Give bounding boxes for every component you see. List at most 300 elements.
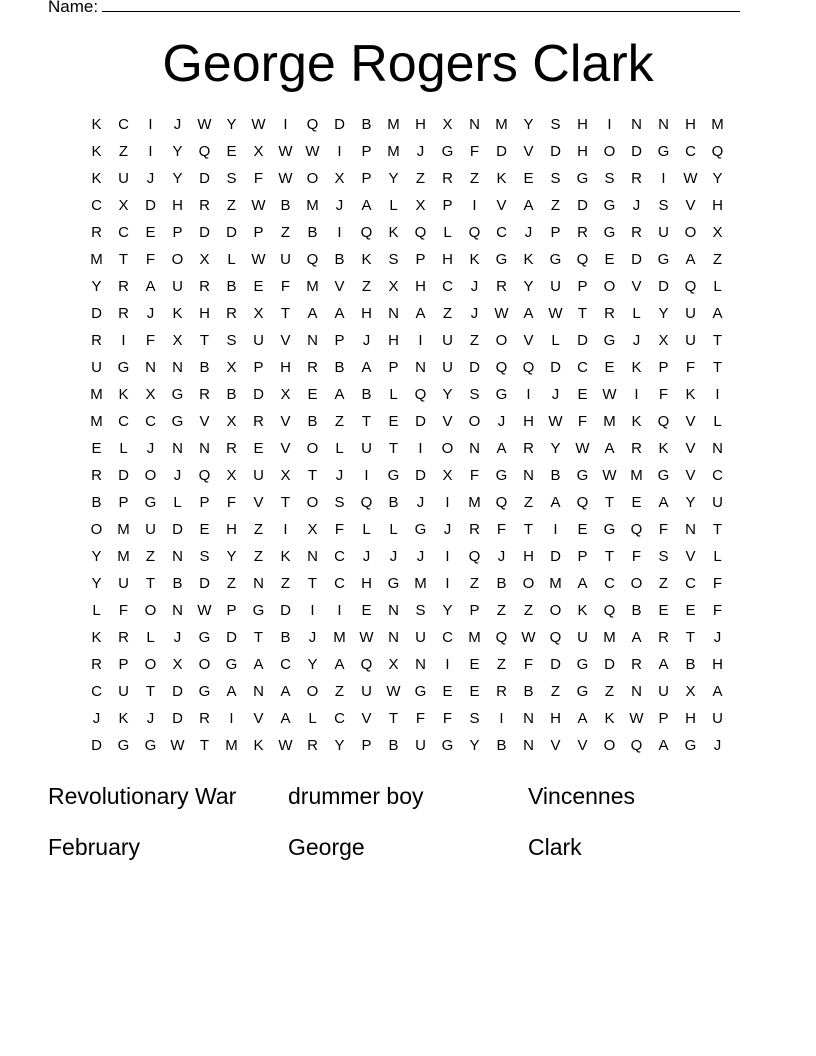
grid-letter: W <box>278 737 293 754</box>
grid-letter: K <box>91 170 102 187</box>
grid-letter: E <box>199 521 210 538</box>
grid-letter: M <box>306 278 319 295</box>
grid-letter: E <box>523 170 534 187</box>
grid-letter: Q <box>630 737 643 754</box>
grid-letter: G <box>171 386 184 403</box>
grid-letter: B <box>334 359 345 376</box>
grid-letter: U <box>361 440 372 457</box>
grid-letter: X <box>226 413 237 430</box>
grid-letter: Y <box>172 143 183 160</box>
grid-letter: E <box>469 656 480 673</box>
grid-letter: Y <box>469 737 480 754</box>
grid-letter: V <box>577 737 588 754</box>
grid-letter: D <box>253 386 264 403</box>
grid-letter: A <box>226 683 237 700</box>
grid-letter: X <box>388 278 399 295</box>
grid-letter: M <box>306 197 319 214</box>
grid-letter: B <box>307 224 318 241</box>
grid-letter: T <box>118 251 129 268</box>
grid-letter: J <box>497 413 506 430</box>
grid-letter: M <box>468 629 481 646</box>
grid-letter: R <box>307 359 318 376</box>
grid-letter: T <box>712 521 723 538</box>
grid-letter: I <box>418 440 423 457</box>
grid-letter: W <box>548 305 563 322</box>
grid-letter: F <box>658 521 669 538</box>
grid-letter: O <box>144 467 157 484</box>
grid-letter: D <box>172 710 183 727</box>
grid-letter: A <box>604 440 615 457</box>
grid-letter: F <box>712 602 723 619</box>
grid-letter: D <box>415 467 426 484</box>
name-field <box>48 0 740 17</box>
grid-letter: X <box>415 197 426 214</box>
grid-letter: C <box>334 575 345 592</box>
grid-letter: U <box>145 521 156 538</box>
grid-letter: F <box>415 710 426 727</box>
grid-letter: N <box>415 359 426 376</box>
grid-letter: A <box>334 656 345 673</box>
grid-letter: Y <box>712 170 723 187</box>
grid-letter: G <box>549 251 562 268</box>
grid-letter: L <box>173 494 182 511</box>
grid-letter: S <box>469 710 480 727</box>
grid-letter: V <box>361 710 372 727</box>
grid-letter: C <box>604 575 615 592</box>
grid-letter: A <box>253 656 264 673</box>
grid-letter: S <box>658 548 669 565</box>
grid-letter: P <box>118 656 129 673</box>
grid-letter: Y <box>226 548 237 565</box>
grid-letter: R <box>523 440 534 457</box>
grid-letter: E <box>658 602 669 619</box>
grid-letter: Y <box>685 494 696 511</box>
grid-letter: T <box>685 629 696 646</box>
grid-letter: R <box>91 467 102 484</box>
grid-letter: D <box>577 332 588 349</box>
grid-letter: T <box>361 413 372 430</box>
grid-letter: L <box>146 629 155 646</box>
grid-letter: P <box>577 548 588 565</box>
grid-letter: N <box>172 548 183 565</box>
grid-letter: W <box>602 386 617 403</box>
grid-letter: R <box>469 521 480 538</box>
grid-letter: X <box>280 467 291 484</box>
grid-letter: F <box>253 170 264 187</box>
grid-letter: V <box>685 197 696 214</box>
grid-letter: Q <box>630 521 643 538</box>
grid-letter: W <box>251 251 266 268</box>
grid-letter: U <box>91 359 102 376</box>
page-title: George Rogers Clark <box>162 35 654 93</box>
grid-letter: G <box>684 737 697 754</box>
grid-letter: A <box>550 494 561 511</box>
grid-letter: Z <box>280 224 291 241</box>
grid-letter: R <box>307 737 318 754</box>
grid-letter: V <box>685 413 696 430</box>
grid-letter: F <box>523 656 534 673</box>
grid-letter: H <box>442 251 453 268</box>
grid-letter: D <box>550 548 561 565</box>
grid-letter: P <box>361 737 372 754</box>
grid-letter: O <box>495 332 508 349</box>
grid-letter: C <box>712 467 723 484</box>
grid-letter: R <box>199 278 210 295</box>
grid-letter: G <box>198 683 211 700</box>
grid-letter: C <box>91 683 102 700</box>
word-bank-item: Clark <box>528 834 582 860</box>
grid-letter: Q <box>711 143 724 160</box>
grid-letter: P <box>361 143 372 160</box>
grid-letter: D <box>334 116 345 133</box>
grid-letter: D <box>145 197 156 214</box>
grid-letter: Y <box>91 548 102 565</box>
grid-letter: J <box>443 521 452 538</box>
grid-letter: A <box>415 305 426 322</box>
grid-letter: X <box>172 332 183 349</box>
grid-letter: V <box>280 413 291 430</box>
grid-letter: K <box>469 251 480 268</box>
grid-letter: I <box>661 170 666 187</box>
grid-letter: K <box>388 224 399 241</box>
grid-letter: R <box>118 629 129 646</box>
grid-letter: J <box>470 305 479 322</box>
grid-letter: H <box>712 197 723 214</box>
grid-letter: N <box>199 440 210 457</box>
grid-letter: Q <box>603 602 616 619</box>
grid-letter: E <box>577 386 588 403</box>
grid-letter: H <box>685 710 696 727</box>
grid-letter: C <box>118 413 129 430</box>
grid-letter: L <box>389 386 398 403</box>
grid-letter: D <box>172 683 183 700</box>
grid-letter: Q <box>414 224 427 241</box>
grid-letter: G <box>144 737 157 754</box>
grid-letter: F <box>145 251 156 268</box>
grid-letter: K <box>577 602 588 619</box>
grid-letter: J <box>416 143 425 160</box>
grid-letter: S <box>415 602 426 619</box>
grid-letter: Z <box>226 197 237 214</box>
grid-letter: A <box>631 629 642 646</box>
grid-letter: G <box>198 629 211 646</box>
grid-letter: L <box>227 251 236 268</box>
grid-letter: Q <box>576 251 589 268</box>
grid-letter: H <box>172 197 183 214</box>
grid-letter: K <box>604 710 615 727</box>
grid-letter: P <box>334 332 345 349</box>
grid-letter: H <box>361 305 372 322</box>
grid-letter: Z <box>469 332 480 349</box>
grid-letter: A <box>334 305 345 322</box>
grid-letter: U <box>712 710 723 727</box>
grid-letter: C <box>334 710 345 727</box>
grid-letter: M <box>90 386 103 403</box>
grid-letter: P <box>388 359 399 376</box>
grid-letter: N <box>469 440 480 457</box>
grid-letter: O <box>441 440 454 457</box>
grid-letter: V <box>523 332 534 349</box>
grid-letter: K <box>631 359 642 376</box>
grid-letter: E <box>253 440 264 457</box>
grid-letter: Q <box>576 494 589 511</box>
grid-letter: M <box>495 116 508 133</box>
grid-letter: J <box>389 548 398 565</box>
grid-letter: A <box>577 710 588 727</box>
grid-letter: G <box>414 683 427 700</box>
grid-letter: Z <box>253 548 264 565</box>
grid-letter: D <box>604 656 615 673</box>
grid-letter: U <box>118 575 129 592</box>
grid-letter: M <box>414 575 427 592</box>
grid-letter: M <box>225 737 238 754</box>
grid-letter: S <box>658 197 669 214</box>
grid-letter: A <box>280 710 291 727</box>
grid-letter: N <box>253 683 264 700</box>
grid-letter: D <box>91 737 102 754</box>
grid-letter: X <box>307 521 318 538</box>
grid-letter: G <box>576 683 589 700</box>
grid-letter: T <box>388 440 399 457</box>
grid-letter: C <box>685 575 696 592</box>
grid-letter: R <box>631 170 642 187</box>
grid-letter: B <box>631 602 642 619</box>
grid-letter: Y <box>172 170 183 187</box>
grid-letter: M <box>117 521 130 538</box>
grid-letter: E <box>361 602 372 619</box>
grid-letter: W <box>548 413 563 430</box>
grid-letter: A <box>712 305 723 322</box>
grid-letter: Y <box>523 278 534 295</box>
grid-letter: I <box>607 116 612 133</box>
grid-letter: P <box>361 170 372 187</box>
grid-letter: T <box>577 305 588 322</box>
grid-letter: B <box>199 359 210 376</box>
grid-letter: E <box>253 278 264 295</box>
grid-letter: Y <box>523 116 534 133</box>
grid-letter: Y <box>226 116 237 133</box>
grid-letter: I <box>337 602 342 619</box>
grid-letter: I <box>418 332 423 349</box>
grid-letter: E <box>226 143 237 160</box>
grid-letter: D <box>577 197 588 214</box>
grid-letter: O <box>144 602 157 619</box>
grid-letter: X <box>226 467 237 484</box>
grid-letter: T <box>199 332 210 349</box>
grid-letter: X <box>145 386 156 403</box>
grid-letter: J <box>362 548 371 565</box>
grid-letter: F <box>226 494 237 511</box>
grid-letter: X <box>172 656 183 673</box>
grid-letter: L <box>632 305 641 322</box>
grid-letter: D <box>91 305 102 322</box>
grid-letter: T <box>199 737 210 754</box>
grid-letter: L <box>362 521 371 538</box>
grid-letter: P <box>415 251 426 268</box>
grid-letter: N <box>388 602 399 619</box>
grid-letter: X <box>253 143 264 160</box>
grid-letter: O <box>522 575 535 592</box>
grid-letter: Q <box>198 143 211 160</box>
grid-letter: B <box>388 494 399 511</box>
grid-letter: U <box>118 170 129 187</box>
grid-letter: O <box>549 602 562 619</box>
grid-letter: Q <box>414 386 427 403</box>
grid-letter: L <box>713 278 722 295</box>
grid-letter: L <box>389 521 398 538</box>
grid-letter: I <box>526 386 531 403</box>
grid-letter: B <box>226 278 237 295</box>
grid-letter: S <box>469 386 480 403</box>
grid-letter: Y <box>91 278 102 295</box>
grid-letter: I <box>148 143 153 160</box>
grid-letter: X <box>658 332 669 349</box>
grid-letter: Q <box>468 224 481 241</box>
grid-letter: X <box>253 305 264 322</box>
grid-letter: E <box>388 413 399 430</box>
grid-letter: H <box>712 656 723 673</box>
grid-letter: Q <box>198 467 211 484</box>
grid-letter: K <box>496 170 507 187</box>
grid-letter: K <box>91 116 102 133</box>
grid-letter: S <box>604 170 615 187</box>
grid-letter: Q <box>495 359 508 376</box>
grid-letter: A <box>334 386 345 403</box>
grid-letter: L <box>713 413 722 430</box>
grid-letter: Z <box>253 521 264 538</box>
grid-letter: P <box>199 494 210 511</box>
grid-letter: E <box>685 602 696 619</box>
grid-letter: G <box>657 467 670 484</box>
letter-grid <box>83 111 731 759</box>
grid-letter: I <box>121 332 126 349</box>
grid-letter: J <box>92 710 101 727</box>
grid-letter: M <box>468 494 481 511</box>
grid-letter: A <box>577 575 588 592</box>
grid-letter: D <box>199 224 210 241</box>
grid-letter: M <box>90 251 103 268</box>
grid-letter: O <box>306 494 319 511</box>
grid-letter: R <box>496 683 507 700</box>
grid-letter: N <box>388 629 399 646</box>
grid-letter: Z <box>550 683 561 700</box>
grid-letter: D <box>469 359 480 376</box>
grid-letter: N <box>172 440 183 457</box>
grid-letter: H <box>523 413 534 430</box>
grid-letter: R <box>91 656 102 673</box>
grid-letter: U <box>280 251 291 268</box>
grid-letter: G <box>657 251 670 268</box>
grid-letter: N <box>658 116 669 133</box>
grid-letter: U <box>712 494 723 511</box>
grid-letter: J <box>713 737 722 754</box>
grid-letter: B <box>496 737 507 754</box>
grid-letter: M <box>603 413 616 430</box>
grid-letter: P <box>577 278 588 295</box>
grid-letter: D <box>658 278 669 295</box>
grid-letter: R <box>91 224 102 241</box>
grid-letter: O <box>684 224 697 241</box>
grid-letter: Q <box>495 494 508 511</box>
grid-letter: U <box>658 683 669 700</box>
grid-letter: K <box>253 737 264 754</box>
grid-letter: S <box>334 494 345 511</box>
grid-letter: A <box>361 359 372 376</box>
grid-letter: V <box>280 332 291 349</box>
grid-letter: G <box>576 656 589 673</box>
grid-letter: T <box>280 305 291 322</box>
grid-letter: N <box>307 548 318 565</box>
grid-letter: R <box>604 305 615 322</box>
grid-letter: V <box>685 548 696 565</box>
grid-letter: Y <box>442 386 453 403</box>
grid-letter: Z <box>523 602 534 619</box>
grid-letter: P <box>172 224 183 241</box>
grid-letter: Z <box>226 575 237 592</box>
grid-letter: R <box>442 170 453 187</box>
grid-letter: U <box>550 278 561 295</box>
grid-letter: E <box>604 359 615 376</box>
grid-letter: O <box>603 278 616 295</box>
grid-letter: E <box>631 494 642 511</box>
grid-letter: E <box>577 521 588 538</box>
grid-letter: G <box>576 170 589 187</box>
grid-letter: U <box>253 332 264 349</box>
grid-letter: U <box>577 629 588 646</box>
grid-letter: B <box>334 251 345 268</box>
grid-letter: D <box>415 413 426 430</box>
grid-letter: R <box>118 305 129 322</box>
grid-letter: G <box>117 737 130 754</box>
grid-letter: Z <box>550 197 561 214</box>
grid-letter: V <box>550 737 561 754</box>
word-bank-item: Revolutionary War <box>48 783 237 809</box>
grid-letter: D <box>550 656 561 673</box>
grid-letter: L <box>389 197 398 214</box>
grid-letter: Z <box>361 278 372 295</box>
grid-letter: L <box>308 710 317 727</box>
grid-letter: G <box>603 197 616 214</box>
grid-letter: V <box>685 467 696 484</box>
grid-letter: F <box>658 386 669 403</box>
grid-letter: W <box>278 143 293 160</box>
grid-letter: O <box>90 521 103 538</box>
grid-letter: H <box>280 359 291 376</box>
grid-letter: C <box>118 224 129 241</box>
grid-letter: A <box>361 197 372 214</box>
grid-letter: A <box>658 737 669 754</box>
grid-letter: T <box>523 521 534 538</box>
grid-letter: T <box>388 710 399 727</box>
grid-letter: A <box>496 440 507 457</box>
grid-letter: F <box>496 521 507 538</box>
grid-letter: V <box>199 413 210 430</box>
grid-letter: Z <box>496 602 507 619</box>
grid-letter: B <box>307 413 318 430</box>
grid-letter: C <box>577 359 588 376</box>
grid-letter: P <box>658 710 669 727</box>
grid-letter: H <box>415 278 426 295</box>
grid-letter: B <box>280 197 291 214</box>
grid-letter: W <box>683 170 698 187</box>
grid-letter: D <box>199 170 210 187</box>
grid-letter: H <box>388 332 399 349</box>
grid-letter: O <box>144 656 157 673</box>
grid-letter: O <box>603 143 616 160</box>
grid-letter: R <box>631 440 642 457</box>
grid-letter: Y <box>91 575 102 592</box>
grid-letter: P <box>253 224 264 241</box>
